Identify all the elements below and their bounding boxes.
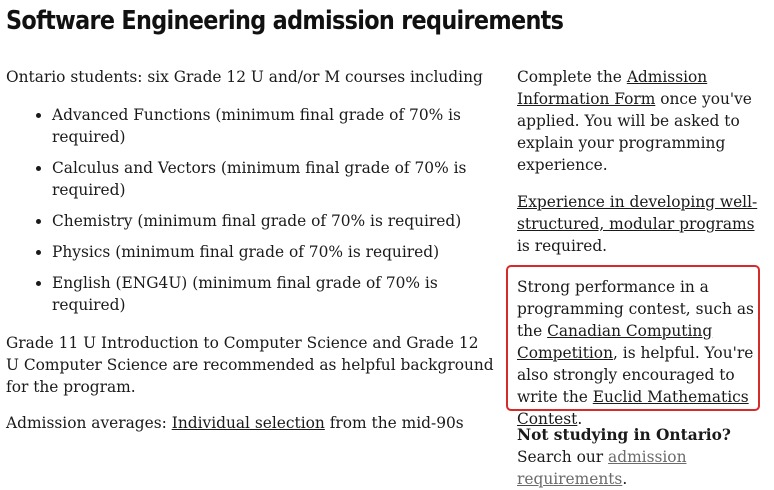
not-ontario-section xyxy=(517,424,762,490)
ontario-intro: Ontario students: six Grade 12 U and/or M courses including xyxy=(6,68,483,86)
averages-prefix: Admission averages: xyxy=(6,414,172,432)
course-item: • Advanced Functions (minimum final grade of 70% is required) xyxy=(52,104,496,148)
not-ontario-heading: Not studying in Ontario? xyxy=(517,426,731,444)
contest-prefix: Strong performance in a programming contest, such as the xyxy=(517,278,754,340)
admission-requirements-link[interactable]: admission requirements xyxy=(517,448,687,488)
admission-information-form-link[interactable]: Admission Information Form xyxy=(517,68,708,108)
contest-paragraph xyxy=(517,276,762,430)
aif-paragraph xyxy=(517,66,762,176)
left-column xyxy=(6,66,496,434)
euclid-mathematics-contest-link[interactable]: Euclid Mathematics Contest xyxy=(517,388,749,428)
canadian-computing-competition-link[interactable]: Canadian Computing Competition xyxy=(517,322,713,362)
page-title: Software Engineering admission requirements xyxy=(6,6,564,36)
course-item: • Physics (minimum final grade of 70% is required) xyxy=(52,241,496,263)
course-item: • Chemistry (minimum final grade of 70% is required) xyxy=(52,210,496,232)
experience-suffix: is required. xyxy=(517,237,608,255)
averages-suffix: from the mid-90s xyxy=(324,414,464,432)
individual-selection-link[interactable]: Individual selection xyxy=(171,414,325,432)
admission-averages xyxy=(6,412,496,434)
contest-suffix: . xyxy=(577,410,583,428)
right-column xyxy=(517,66,762,257)
search-suffix: . xyxy=(622,470,628,488)
course-list xyxy=(6,104,496,316)
course-item: • English (ENG4U) (minimum final grade of 70% is required) xyxy=(52,272,496,316)
experience-paragraph xyxy=(517,191,762,257)
aif-suffix: once you've applied. You will be asked to explain your programming experience. xyxy=(517,90,752,174)
aif-prefix: Complete the xyxy=(517,68,627,86)
cs-recommendation: Grade 11 U Introduction to Computer Science and Grade 12 U Computer Science are recommended as helpful background for the program. xyxy=(6,334,494,396)
search-prefix: Search our xyxy=(517,448,609,466)
course-item: • Calculus and Vectors (minimum final grade of 70% is required) xyxy=(52,157,496,201)
contest-middle: , is helpful. You're also strongly encouraged to write the xyxy=(517,344,754,406)
modular-programs-link[interactable]: Experience in developing well-structured, modular programs xyxy=(517,193,758,233)
